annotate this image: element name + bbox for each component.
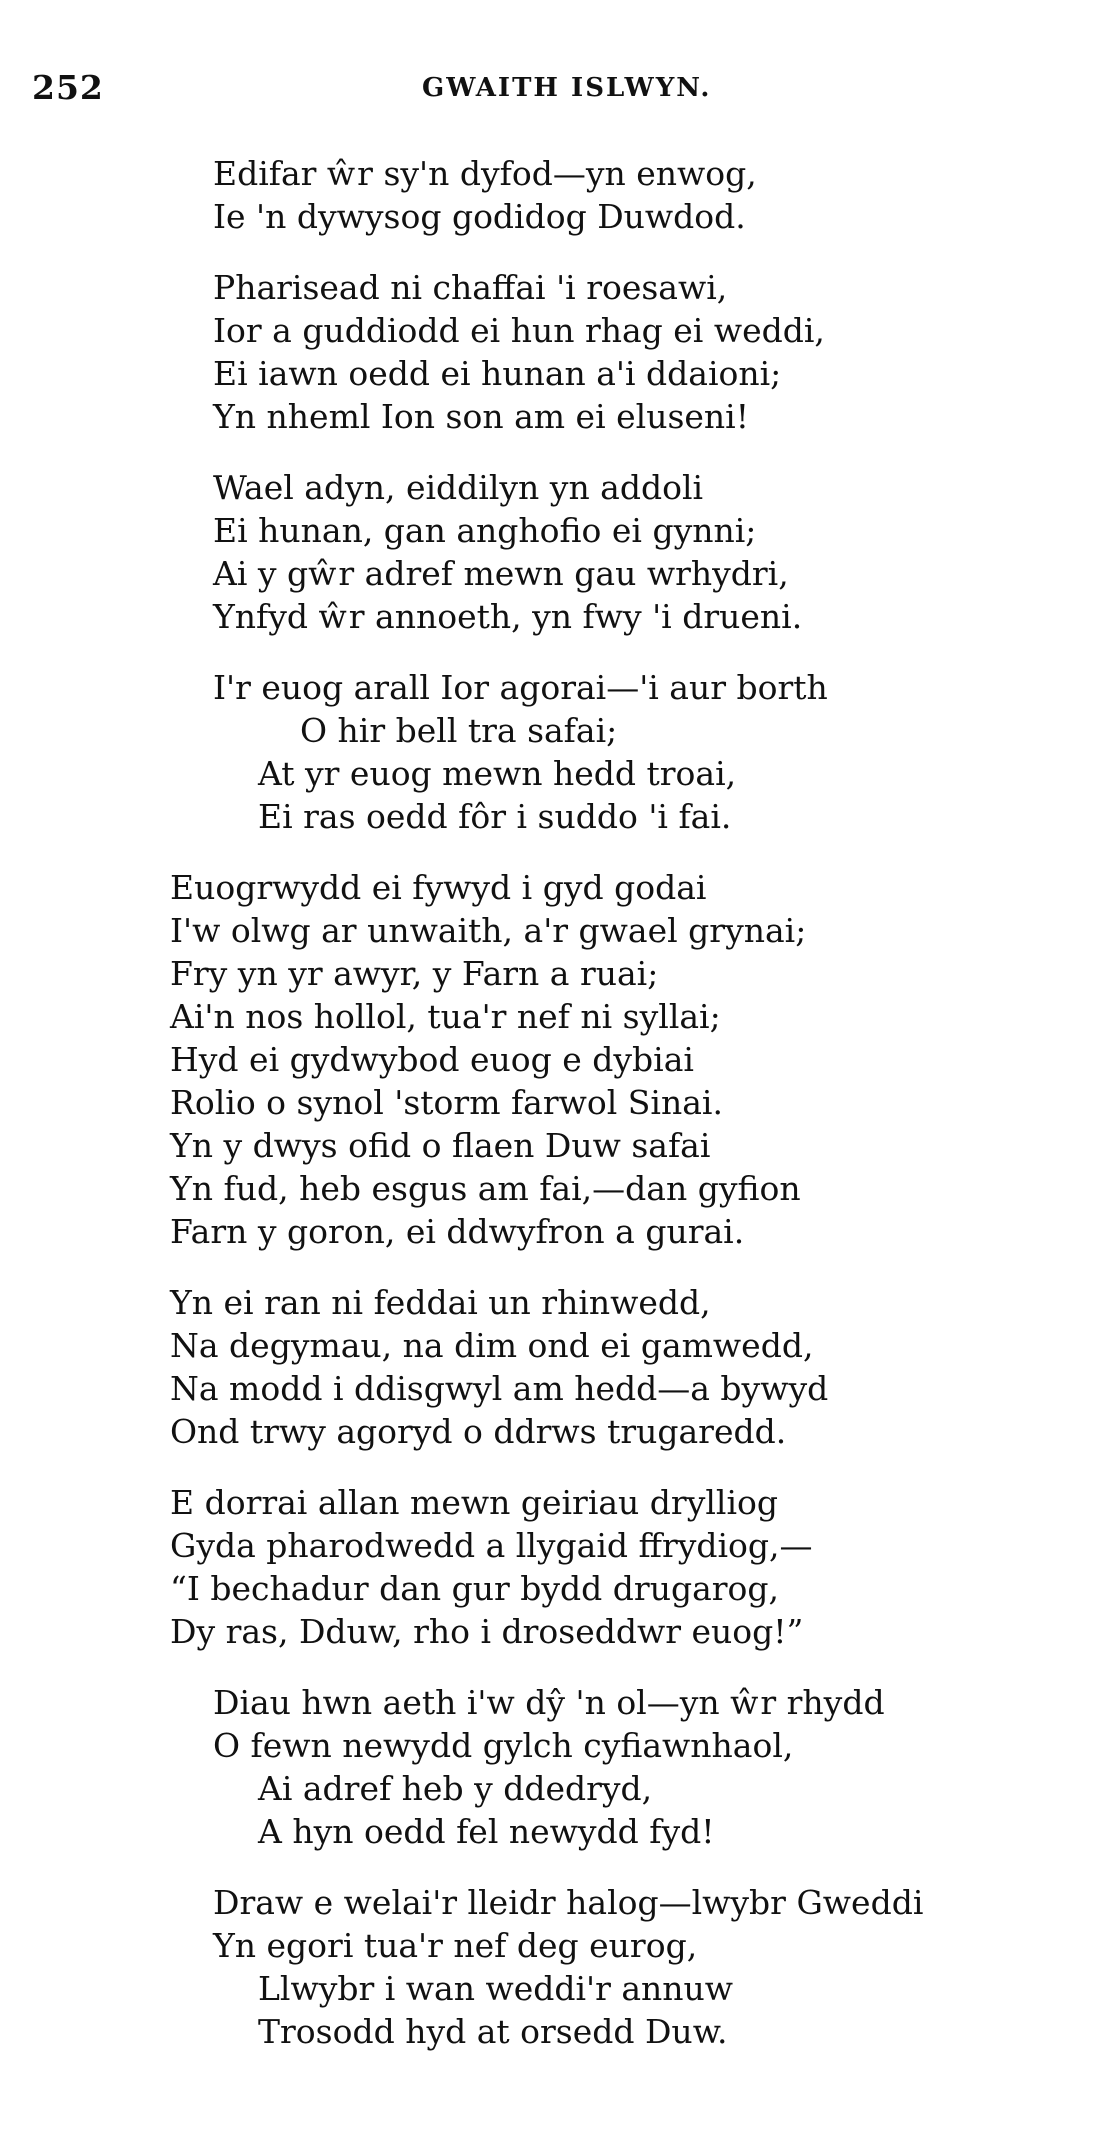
verse-line: Diau hwn aeth i'w dŷ 'n ol—yn ŵr rhydd [213,1683,885,1722]
verse-line: “I bechadur dan gur bydd drugarog, [170,1569,780,1608]
verse-line: Euogrwydd ei fywyd i gyd godai [170,868,707,907]
verse-line: A hyn oedd fel newydd fyd! [258,1812,715,1851]
verse-line: Yn fud, heb esgus am fai,—dan gyfion [170,1169,801,1208]
stanza [0,266,1106,438]
stanza-gap [0,1853,1106,1881]
verse-line: Pharisead ni chaffai 'i roesawi, [213,268,728,307]
verse-line: Na degymau, na dim ond ei gamwedd, [170,1326,814,1365]
verse-line: Ior a guddiodd ei hun rhag ei weddi, [213,311,825,350]
verse-line: Ie 'n dywysog godidog Duwdod. [213,197,746,236]
verse-line: At yr euog mewn hedd troai, [258,754,737,793]
verse-line: Ei ras oedd fôr i suddo 'i fai. [258,797,732,836]
verse-line: Wael adyn, eiddilyn yn addoli [213,468,704,507]
verse-line: O fewn newydd gylch cyfiawnhaol, [213,1726,794,1765]
stanza-gap [0,438,1106,466]
stanza [0,1481,1106,1653]
verse-line: Yn nheml Ion son am ei eluseni! [213,397,749,436]
page-number: 252 [32,68,104,107]
verse-line: Rolio o synol 'storm farwol Sinai. [170,1083,723,1122]
stanza [0,1281,1106,1453]
stanza [0,866,1106,1253]
verse-line: Llwybr i wan weddi'r annuw [258,1969,734,2008]
stanza-gap [0,1453,1106,1481]
verse-line: Dy ras, Dduw, rho i droseddwr euog!” [170,1612,804,1651]
stanza [0,1881,1106,2053]
verse-line: Na modd i ddisgwyl am hedd—a bywyd [170,1369,829,1408]
running-title: GWAITH ISLWYN. [422,73,712,103]
stanza [0,466,1106,638]
stanza [0,666,1106,838]
stanza [0,1681,1106,1853]
verse-line: Trosodd hyd at orsedd Duw. [258,2012,728,2051]
verse-line: Ai adref heb y ddedryd, [258,1769,653,1808]
stanza-gap [0,838,1106,866]
verse-line: Draw e welai'r lleidr halog—lwybr Gweddi [213,1883,924,1922]
verse-line: Hyd ei gydwybod euog e dybiai [170,1040,694,1079]
verse-line: Fry yn yr awyr, y Farn a ruai; [170,954,659,993]
verse-line: Ai'n nos hollol, tua'r nef ni syllai; [170,997,721,1036]
stanza-gap [0,1253,1106,1281]
verse-line: Ei hunan, gan anghofio ei gynni; [213,511,757,550]
verse-line: I'r euog arall Ior agorai—'i aur borth [213,668,828,707]
verse-line: Farn y goron, ei ddwyfron a gurai. [170,1212,745,1251]
verse-line: I'w olwg ar unwaith, a'r gwael grynai; [170,911,807,950]
page-header [32,68,1072,108]
verse-line: O hir bell tra safai; [300,711,618,750]
verse-line: Yn egori tua'r nef deg eurog, [213,1926,698,1965]
verse-line: Yn ei ran ni feddai un rhinwedd, [170,1283,711,1322]
verse-line: Edifar ŵr sy'n dyfod—yn enwog, [213,154,757,193]
stanza-gap [0,638,1106,666]
poem-body [0,152,1106,2053]
stanza [0,152,1106,238]
stanza-gap [0,1653,1106,1681]
verse-line: Ai y gŵr adref mewn gau wrhydri, [213,554,789,593]
stanza-gap [0,238,1106,266]
verse-line: Ond trwy agoryd o ddrws trugaredd. [170,1412,787,1451]
verse-line: E dorrai allan mewn geiriau drylliog [170,1483,779,1522]
verse-line: Ei iawn oedd ei hunan a'i ddaioni; [213,354,782,393]
verse-line: Gyda pharodwedd a llygaid ffrydiog,— [170,1526,813,1565]
verse-line: Ynfyd ŵr annoeth, yn fwy 'i drueni. [213,597,803,636]
verse-line: Yn y dwys ofid o flaen Duw safai [170,1126,711,1165]
